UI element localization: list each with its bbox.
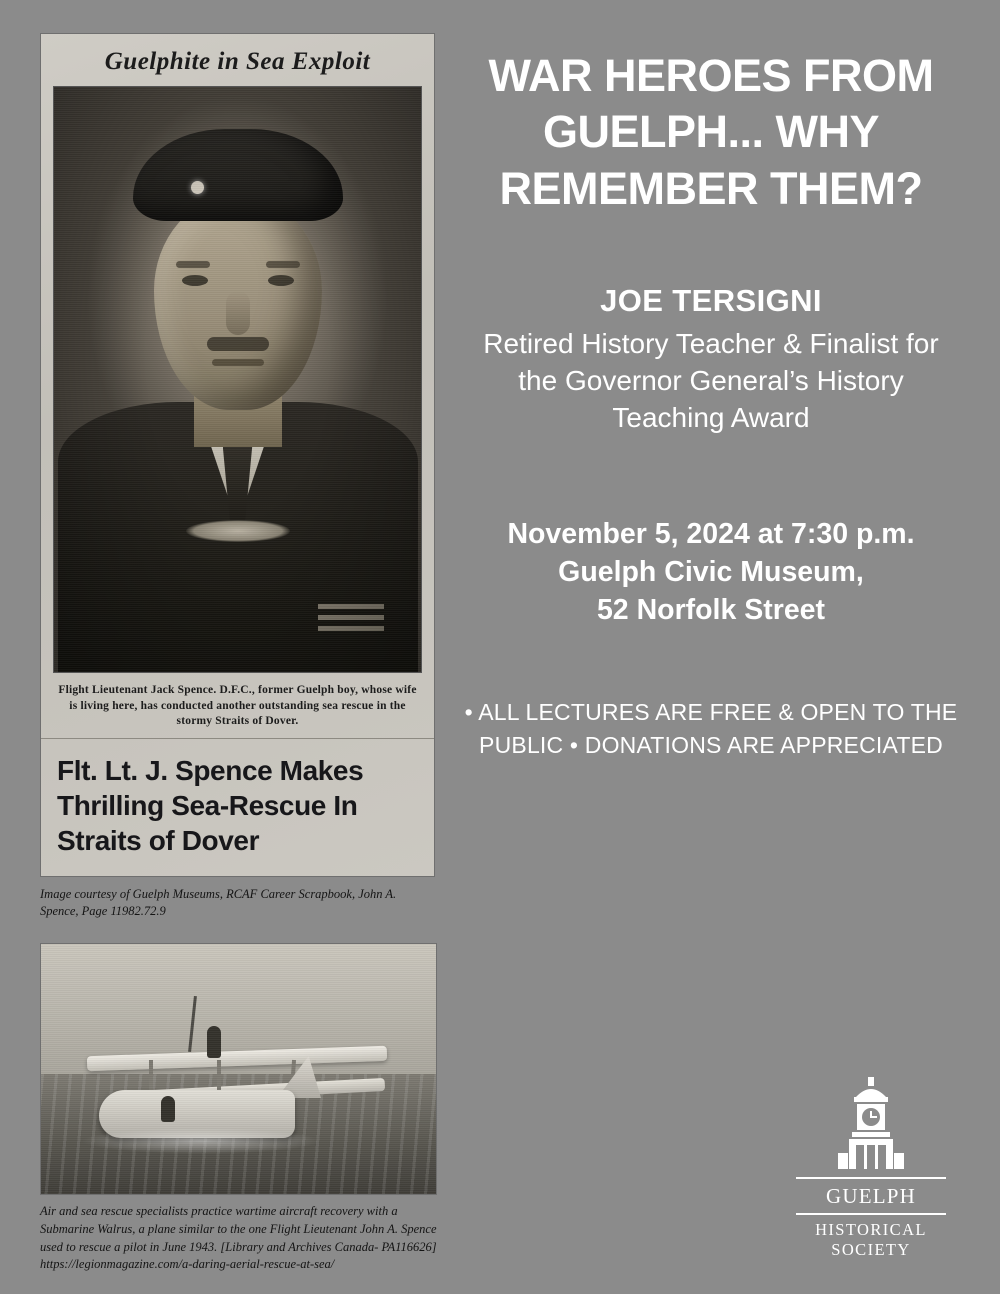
- forage-cap-shape: [133, 129, 343, 221]
- walrus-aircraft-photo: [40, 943, 437, 1195]
- eye-right: [268, 275, 294, 286]
- crew-figure-lower: [161, 1096, 175, 1122]
- speaker-description: Retired History Teacher & Finalist for the Governor General’s History Teaching Award: [483, 327, 939, 434]
- speaker-name: JOE TERSIGNI: [600, 282, 822, 318]
- portrait-illustration: [54, 87, 421, 672]
- face-shape: [154, 195, 322, 410]
- event-datetime: November 5, 2024 at 7:30 p.m.: [507, 518, 915, 551]
- moustache-shape: [207, 337, 269, 351]
- guelph-historical-society-logo: [786, 1075, 956, 1260]
- clipping-photo-caption: Flight Lieutenant Jack Spence. D.F.C., former Guelph boy, whose wife is living here, has conducted another outstanding sea rescue in the stormy Straits of Dover.: [41, 673, 434, 739]
- logo-divider: [796, 1177, 946, 1179]
- right-column: [462, 48, 960, 761]
- speaker-block: [462, 283, 960, 437]
- left-column: [40, 33, 435, 1274]
- venue-name: Guelph Civic Museum,: [558, 556, 864, 589]
- page-title: WAR HEROES FROM GUELPH... WHY REMEMBER THEM?: [488, 50, 934, 214]
- event-details: [462, 516, 960, 630]
- brow-left: [176, 261, 210, 268]
- venue-address: 52 Norfolk Street: [596, 594, 826, 627]
- logo-line-1: GUELPH: [825, 1183, 917, 1208]
- nose-shape: [226, 291, 250, 335]
- logo-line-3: SOCIETY: [831, 1239, 911, 1259]
- rank-stripes: [318, 604, 384, 638]
- clipping-kicker: Guelphite in Sea Exploit: [104, 48, 371, 75]
- wing-strut-1: [149, 1060, 153, 1090]
- sea-spray: [81, 1128, 321, 1154]
- clock-tower-icon: [816, 1075, 926, 1171]
- crew-figure-upper: [207, 1026, 221, 1058]
- spence-portrait-photo: [53, 86, 422, 673]
- photo2-credit: Air and sea rescue specialists practice wartime aircraft recovery with a Submarine Walrus, a plane similar to the one Flight Lieutenant John A. Spence used to rescue a pilot in June 1943. [Library and Archives Canada- PA116626] https://legionmagazine.com/a-daring-aerial-rescue-at-sea/: [40, 1204, 437, 1272]
- logo-divider-2: [796, 1213, 946, 1215]
- pilot-wings-badge: [186, 520, 290, 542]
- logo-line-2: HISTORICAL: [815, 1219, 927, 1239]
- eye-left: [182, 275, 208, 286]
- clipping-credit: Image courtesy of Guelph Museums, RCAF Career Scrapbook, John A. Spence, Page 11982.72.9: [40, 886, 397, 919]
- admission-notes: • ALL LECTURES ARE FREE & OPEN TO THE PUBLIC • DONATIONS ARE APPRECIATED: [464, 699, 958, 758]
- brow-right: [266, 261, 300, 268]
- clipping-headline: Flt. Lt. J. Spence Makes Thrilling Sea-Rescue In Straits of Dover: [57, 754, 364, 856]
- wing-strut-2: [217, 1060, 221, 1090]
- mouth-shape: [212, 359, 264, 366]
- newspaper-clipping: [40, 33, 435, 877]
